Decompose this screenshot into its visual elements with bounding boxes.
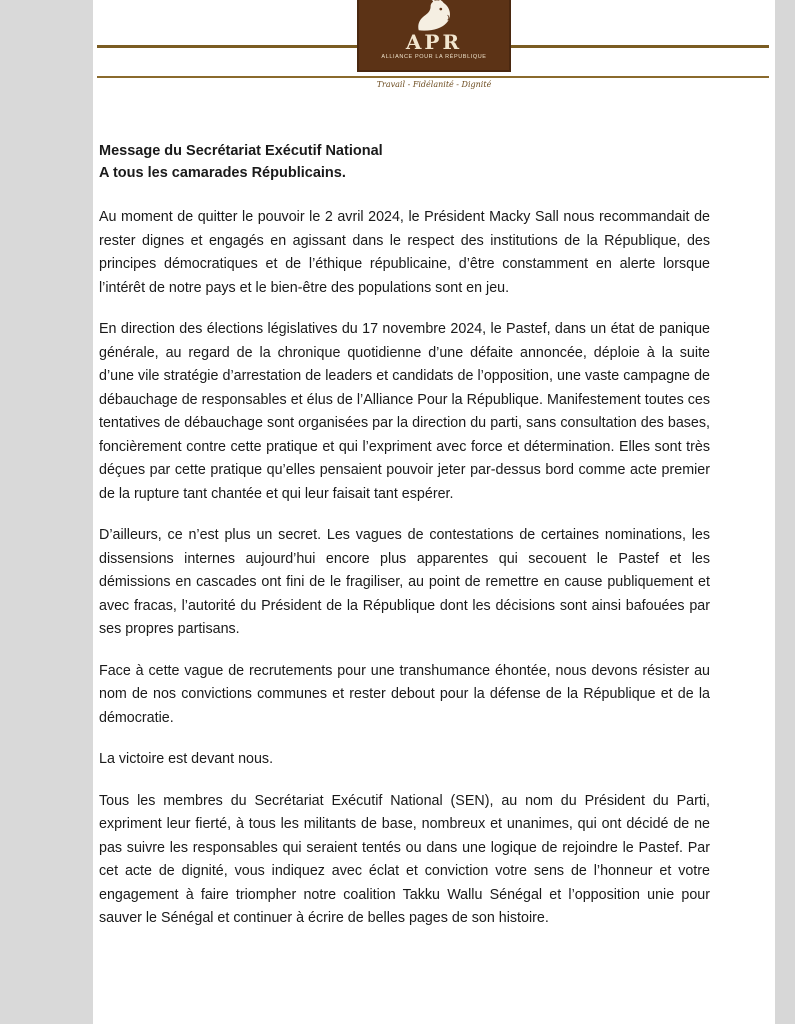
document-title-line-1: Message du Secrétariat Exécutif National <box>99 143 383 159</box>
apr-acronym: APR <box>405 30 463 54</box>
horse-head-icon <box>407 0 461 32</box>
letterhead <box>93 0 775 100</box>
letterhead-rule-bottom <box>97 76 769 78</box>
paragraph: La victoire est devant nous. <box>99 751 274 767</box>
apr-motto: Travail - Fidélanité - Dignité <box>376 80 492 89</box>
paragraph: Au moment de quitter le pouvoir le 2 avril 2024, le Président Macky Sall nous recommandait de rester dignes et engagés en agissant dans le respect des institutions de la République, des principes démocratiques et de l’éthique républicaine, d’être constamment en alerte lorsque l’intérêt de notre pays et le bien-être des populations sont en jeu. <box>99 209 710 296</box>
document-title <box>99 140 710 184</box>
page-gutter-right <box>775 0 795 1024</box>
apr-organization-name: ALLIANCE POUR LA RÉPUBLIQUE <box>381 54 487 60</box>
document-body <box>99 140 710 931</box>
document-title-line-2: A tous les camarades Républicains. <box>99 165 346 181</box>
paragraph: Face à cette vague de recrutements pour une transhumance éhontée, nous devons résister au nom de nos convictions communes et rester debout pour la défense de la République et de la démocratie. <box>99 662 710 726</box>
page-gutter-left <box>0 0 93 1024</box>
paragraph: Tous les membres du Secrétariat Exécutif National (SEN), au nom du Président du Parti, expriment leur fierté, à tous les militants de base, nombreux et unanimes, qui ont décidé de ne pas suivre les responsables qui seraient tentés ou dans une logique de rejoindre le Pastef. Par cet acte de dignité, vous indiquez avec éclat et conviction votre sens de l’honneur et votre engagement à faire triompher notre coalition Takku Wallu Sénégal et l’opposition unie pour sauver le Sénégal et continuer à écrire de belles pages de son histoire. <box>99 792 710 926</box>
paragraph: En direction des élections législatives du 17 novembre 2024, le Pastef, dans un état de panique générale, au regard de la chronique quotidienne d’une défaite annoncée, déploie à la suite d’une vile stratégie d’arrestation de leaders et candidats de l’opposition, une vaste campagne de débauchage de responsables et élus de l’Alliance Pour la République. Manifestement toutes ces tentatives de débauchage sont organisées par la direction du parti, sans consultation des bases, foncièrement contre cette pratique et qui l’expriment avec force et détermination. Elles sont très déçues par cette pratique qu’elles pensaient pouvoir jeter par-dessus bord comme acte premier de la rupture tant chantée et qui leur faisait tant espérer. <box>99 321 710 502</box>
paragraph: D’ailleurs, ce n’est plus un secret. Les vagues de contestations de certaines nominations, les dissensions internes aujourd’hui encore plus apparentes qui secouent le Pastef et les démissions en cascades ont fini de le fragiliser, au point de remettre en cause publiquement et avec fracas, l’autorité du Président de la République dont les décisions sont ainsi bafouées par ses propres partisans. <box>99 527 710 637</box>
document-sheet <box>93 0 775 1024</box>
apr-logo <box>357 0 511 72</box>
